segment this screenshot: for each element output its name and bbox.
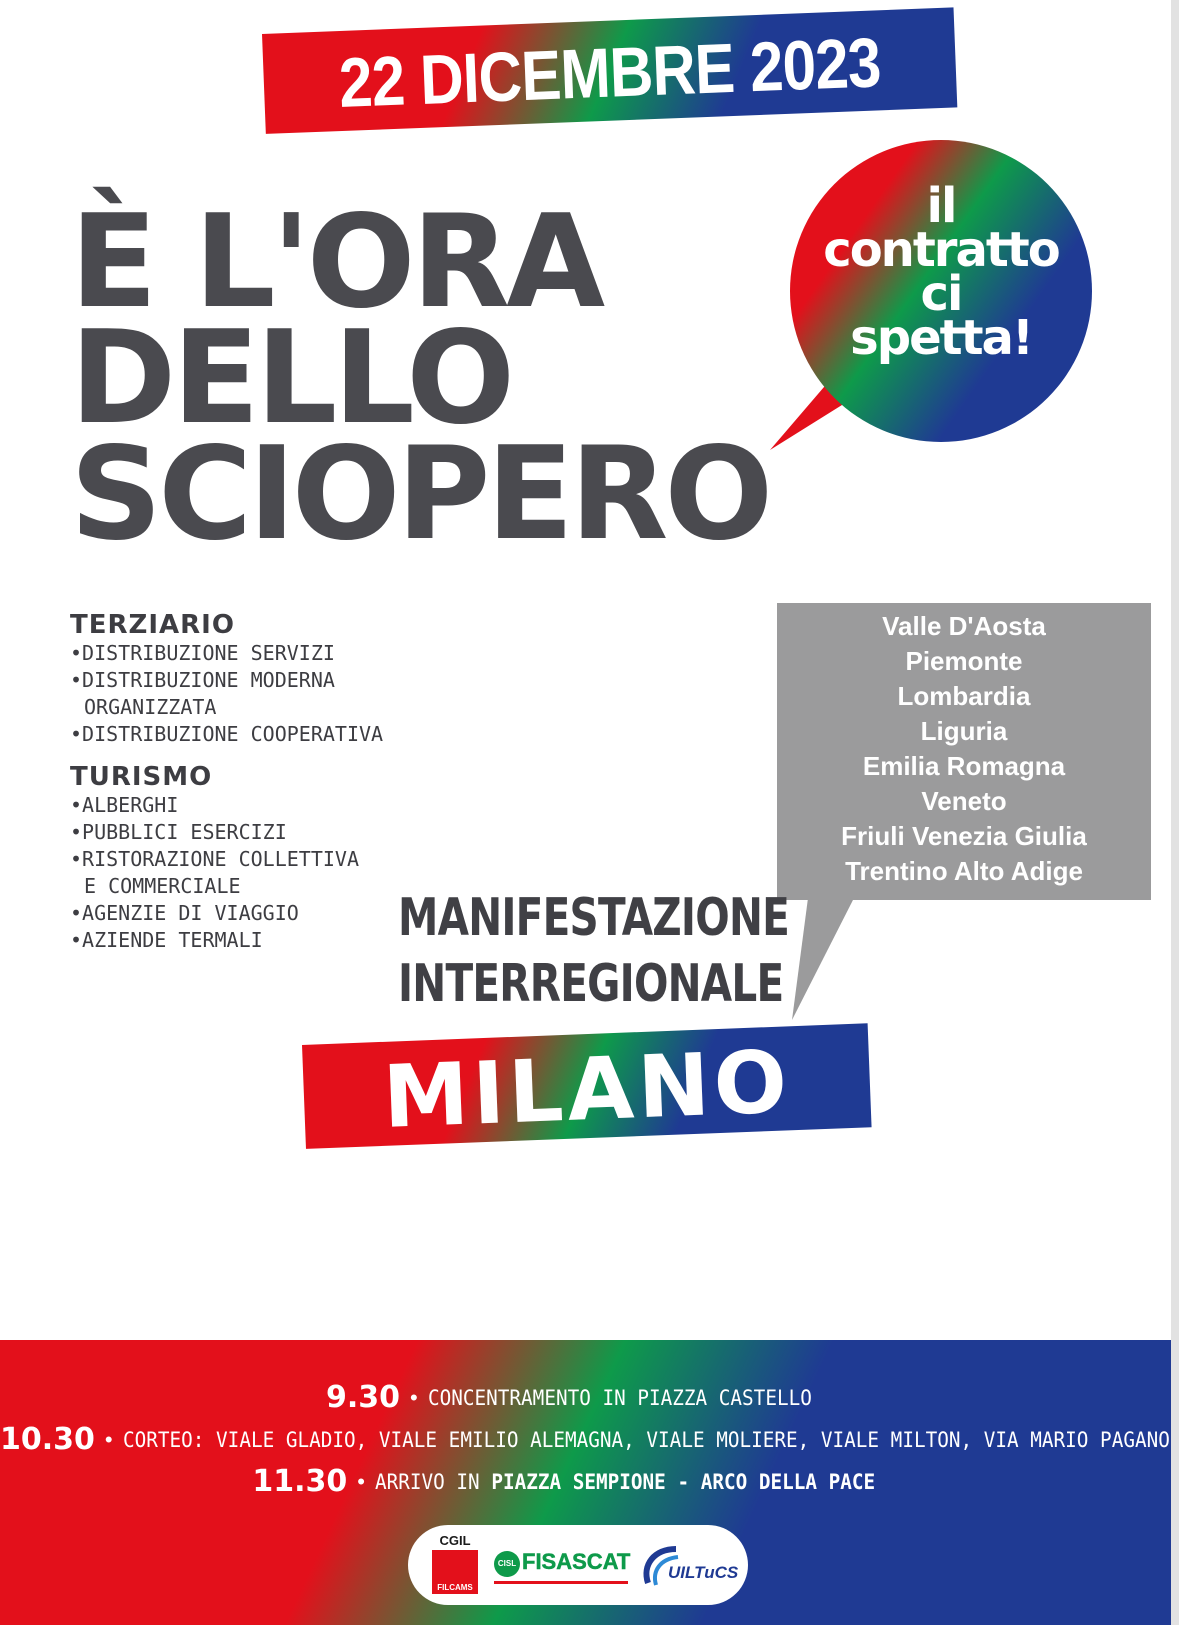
speech-bubble-text [790, 178, 1092, 366]
region-item: Valle D'Aosta [882, 611, 1046, 641]
sector-item: • RISTORAZIONE COLLETTIVA [70, 846, 383, 873]
region-item: Trentino Alto Adige [845, 856, 1083, 886]
sector-item: • PUBBLICI ESERCIZI [70, 819, 383, 846]
filcams-label: FILCAMS [437, 1583, 473, 1592]
sector-item: ORGANIZZATA [84, 695, 217, 719]
uiltucs-logo [642, 1543, 742, 1591]
schedule-row [0, 1422, 1171, 1457]
sectors-list [70, 610, 383, 968]
bullet-icon: • [357, 1468, 365, 1494]
speech-bubble [790, 140, 1092, 442]
bubble-line-4: spetta! [850, 310, 1032, 366]
sector-item: E COMMERCIALE [84, 874, 241, 898]
fisascat-label: FISASCAT [522, 1549, 631, 1574]
cisl-label: CISL [494, 1551, 520, 1577]
city-banner [302, 1023, 872, 1149]
filcams-icon [432, 1550, 478, 1594]
headline [70, 188, 770, 569]
region-item: Liguria [920, 716, 1008, 746]
sector-group-turismo [70, 762, 383, 954]
headline-line-1: È L'ORA [70, 188, 602, 337]
uiltucs-label: UILTuCS [668, 1563, 739, 1582]
schedule-text-bold: PIAZZA SEMPIONE - ARCO DELLA PACE [491, 1469, 876, 1494]
date-text: 22 DICEMBRE 2023 [337, 23, 882, 123]
fisascat-logo [494, 1549, 634, 1585]
sector-item: • DISTRIBUZIONE SERVIZI [70, 640, 383, 667]
regions-box [777, 603, 1151, 900]
sector-item: • AZIENDE TERMALI [70, 927, 383, 954]
schedule-row [0, 1464, 1171, 1499]
region-item: Emilia Romagna [862, 751, 1066, 781]
region-item: Veneto [921, 786, 1007, 816]
manifestazione-line-2: INTERREGIONALE [398, 954, 784, 1014]
fisascat-underline [494, 1581, 628, 1584]
bubble-line-1: il [926, 178, 956, 234]
headline-line-3: SCIOPERO [70, 420, 770, 569]
sector-item: • DISTRIBUZIONE MODERNA [70, 667, 383, 694]
bubble-line-3: ci [920, 266, 962, 322]
manifestazione-line-1: MANIFESTAZIONE [398, 888, 790, 948]
schedule-text-group [375, 1470, 875, 1494]
city-text: MILANO [381, 1032, 793, 1148]
schedule-text: ARRIVO IN [374, 1469, 480, 1494]
schedule-row [0, 1380, 1171, 1415]
sector-item: • AGENZIE DI VIAGGIO [70, 900, 383, 927]
regions-box-tail [780, 898, 860, 1028]
region-item: Piemonte [905, 646, 1023, 676]
schedule-text: CONCENTRAMENTO IN PIAZZA CASTELLO [427, 1385, 812, 1410]
date-banner [262, 7, 957, 133]
cgil-filcams-logo [430, 1533, 480, 1597]
bullet-icon: • [410, 1384, 418, 1410]
cgil-label: CGIL [439, 1533, 471, 1548]
headline-line-2: DELLO [70, 304, 512, 453]
sector-group-terziario [70, 610, 383, 748]
schedule-text: CORTEO: VIALE GLADIO, VIALE EMILIO ALEMAGNA, VIALE MOLIERE, VIALE MILTON, VIA MARIO PAGANO [122, 1427, 1170, 1452]
region-item: Friuli Venezia Giulia [841, 821, 1087, 851]
sector-title: TURISMO [70, 762, 213, 792]
region-item: Lombardia [897, 681, 1031, 711]
manifestazione-title [398, 885, 789, 1017]
sector-item: • DISTRIBUZIONE COOPERATIVA [70, 721, 383, 748]
sector-item: • ALBERGHI [70, 792, 383, 819]
bubble-line-2: contratto [823, 222, 1059, 278]
bullet-icon: • [104, 1426, 113, 1452]
sector-title: TERZIARIO [70, 610, 235, 640]
union-logos [408, 1525, 748, 1605]
schedule-time: 9.30 [326, 1380, 401, 1415]
schedule-time: 10.30 [0, 1422, 95, 1457]
schedule-time: 11.30 [252, 1464, 348, 1499]
